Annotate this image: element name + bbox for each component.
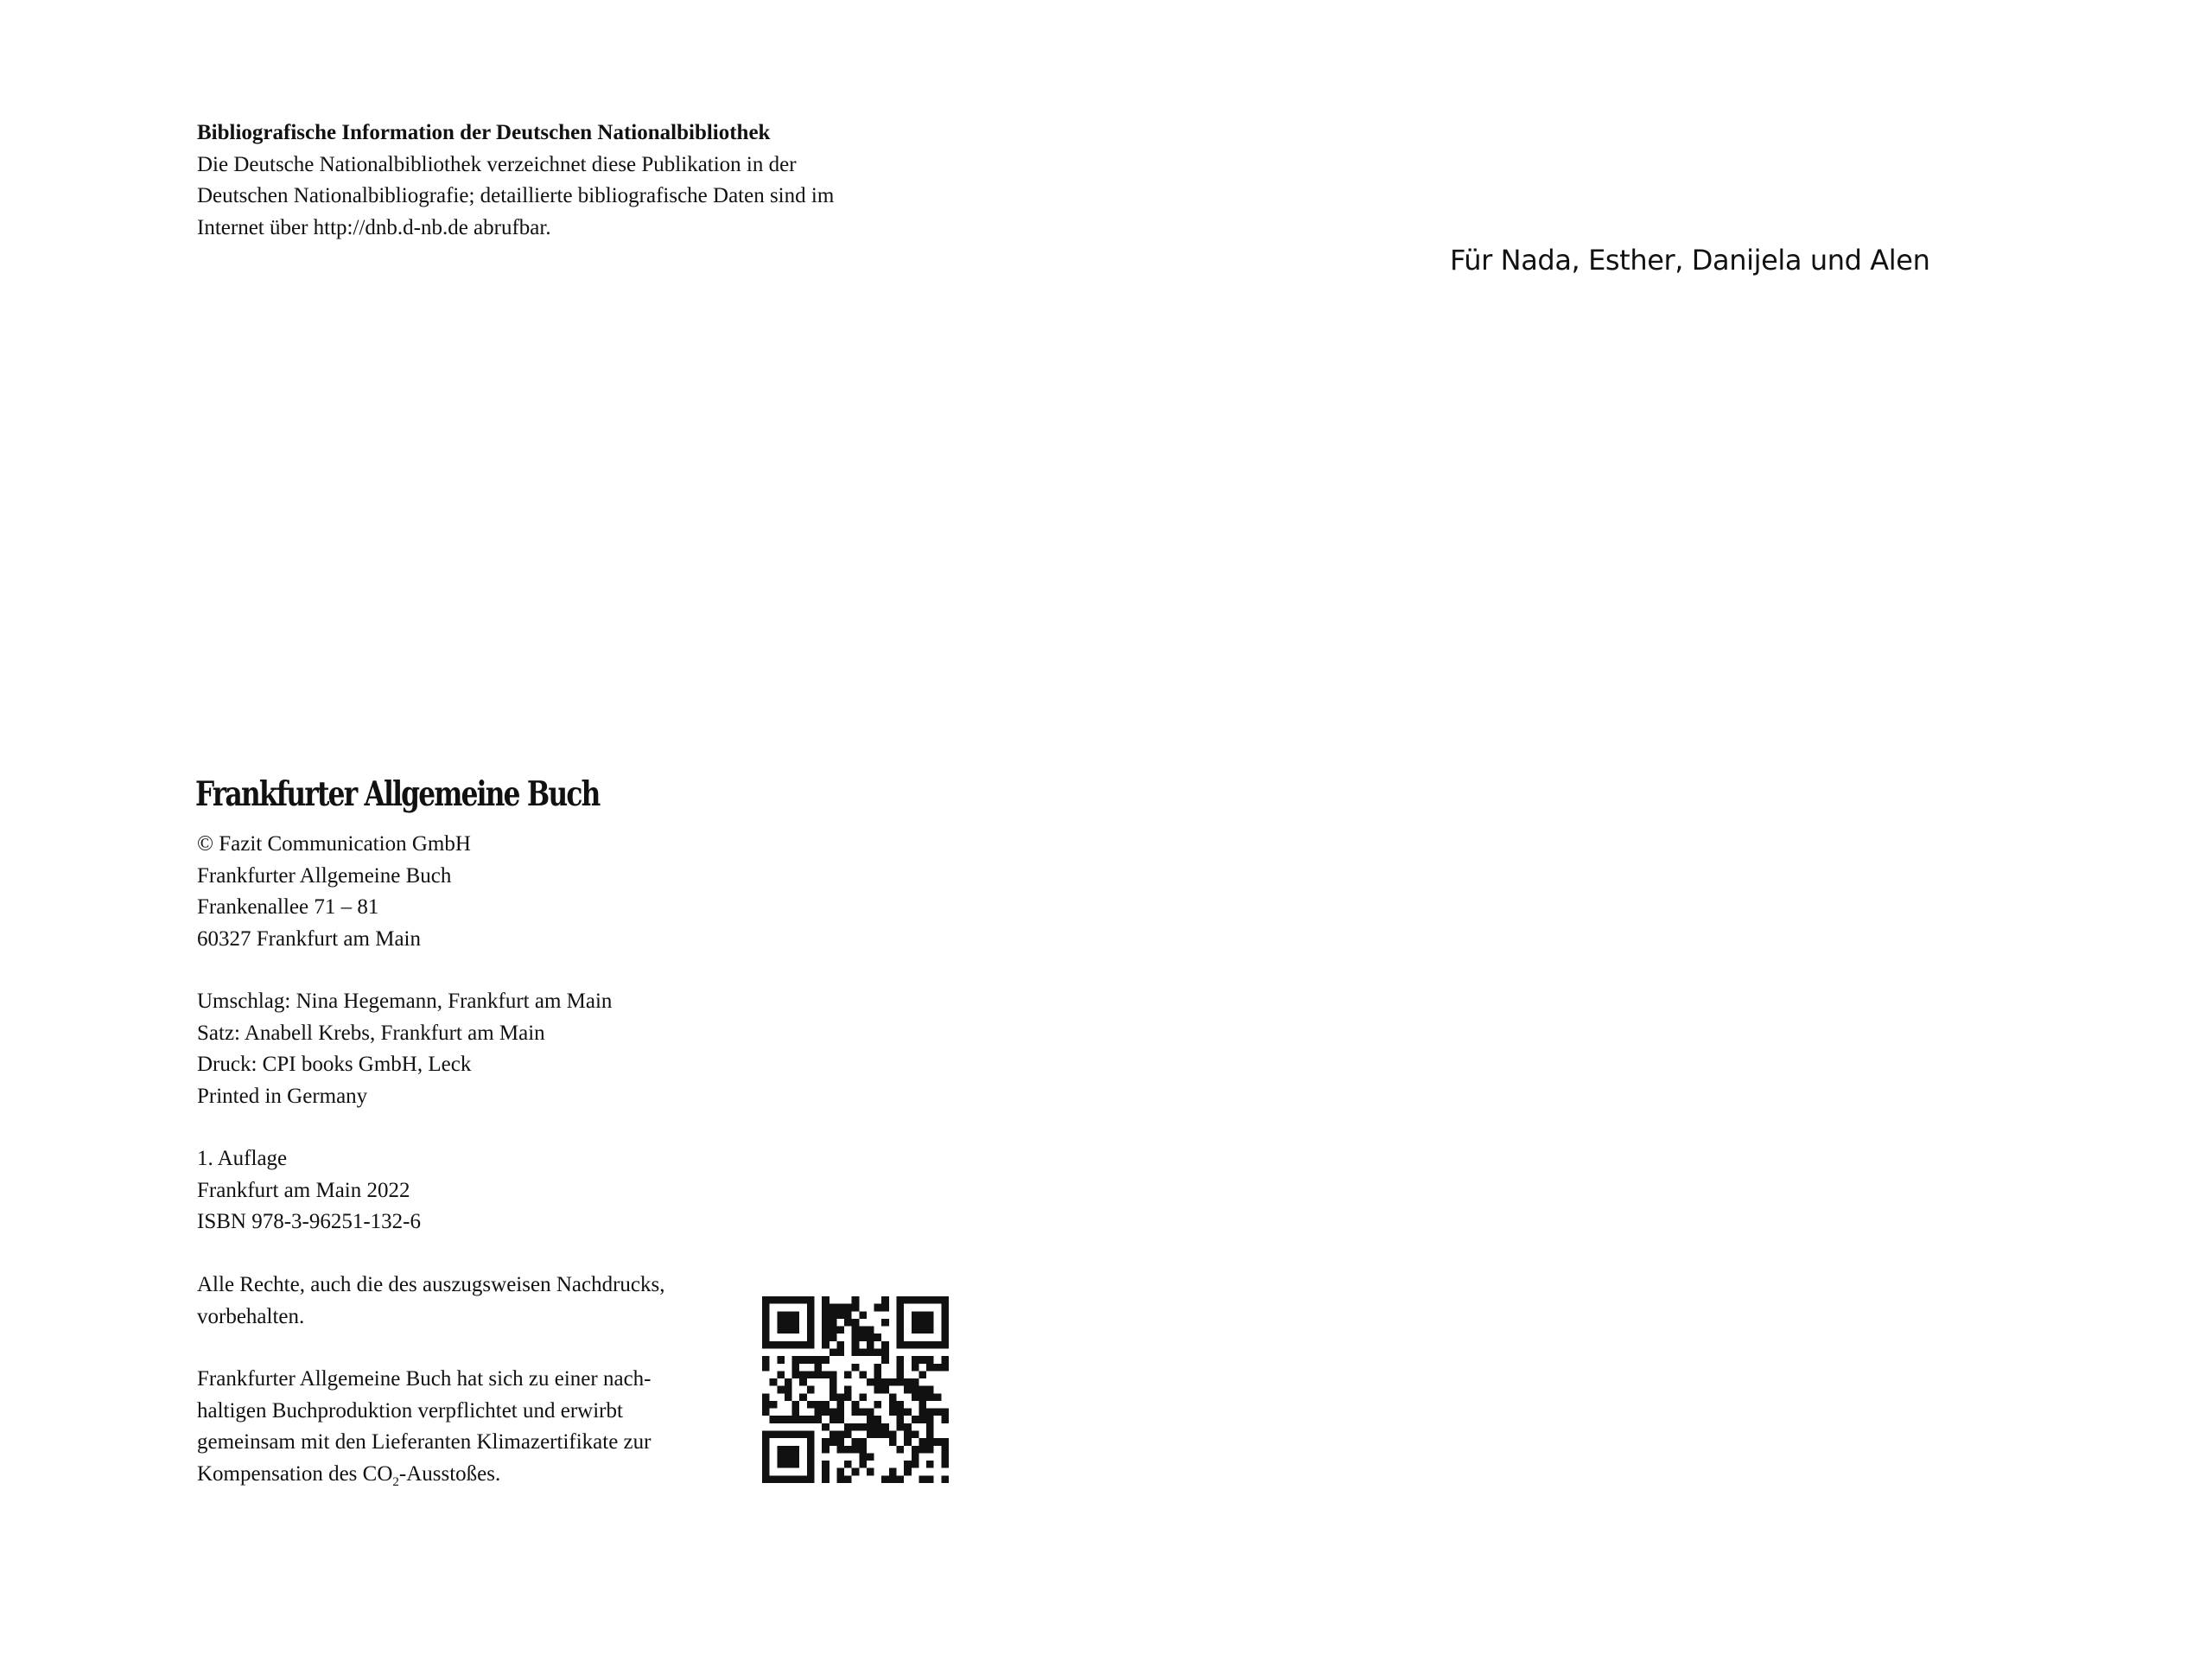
subscript-two: 2 xyxy=(392,1474,399,1489)
biblio-line: Deutschen Nationalbibliografie; detaillierte bibliografische Daten sind im xyxy=(197,184,835,208)
biblio-line: Die Deutsche Nationalbibliothek verzeichnet diese Publikation in der xyxy=(197,152,797,176)
address-line: Frankfurter Allgemeine Buch xyxy=(197,863,452,888)
credit-line: Printed in Germany xyxy=(197,1084,368,1108)
publisher-logo: Frankfurter Allgemeine Buch xyxy=(195,774,600,814)
address-line: © Fazit Communication GmbH xyxy=(197,832,471,856)
biblio-line: Internet über http://dnb.d-nb.de abrufbar. xyxy=(197,215,551,239)
biblio-heading: Bibliografische Information der Deutschen Nationalbibliothek xyxy=(197,121,771,144)
edition-line: Frankfurt am Main 2022 xyxy=(197,1178,410,1202)
address-line: Frankenallee 71 – 81 xyxy=(197,895,379,920)
sustainability-line: Frankfurter Allgemeine Buch hat sich zu einer nach- xyxy=(197,1367,652,1391)
production-credits xyxy=(197,986,612,1112)
sustainability-line: haltigen Buchproduktion verpflichtet und erwirbt xyxy=(197,1398,623,1423)
rights-line: vorbehalten. xyxy=(197,1304,305,1328)
sustainability-line: gemeinsam mit den Lieferanten Klimazertifikate zur xyxy=(197,1430,652,1454)
publisher-address xyxy=(197,829,471,955)
rights-line: Alle Rechte, auch die des auszugsweisen Nachdrucks, xyxy=(197,1273,665,1296)
address-line: 60327 Frankfurt am Main xyxy=(197,926,421,951)
rights-notice xyxy=(197,1270,664,1333)
credit-line: Satz: Anabell Krebs, Frankfurt am Main xyxy=(197,1021,545,1045)
sustainability-line xyxy=(197,1459,652,1491)
qr-code-icon xyxy=(762,1296,949,1483)
right-page xyxy=(1106,0,2212,1655)
edition-info xyxy=(197,1143,421,1238)
sustainability-notice xyxy=(197,1364,652,1490)
isbn: ISBN 978-3-96251-132-6 xyxy=(197,1210,422,1234)
bibliographic-info xyxy=(197,118,834,244)
credit-line: Druck: CPI books GmbH, Leck xyxy=(197,1053,472,1077)
credit-line: Umschlag: Nina Hegemann, Frankfurt am Main xyxy=(197,990,613,1013)
dedication: Für Nada, Esther, Danijela und Alen xyxy=(1450,244,1930,277)
sustainability-text: -Ausstoßes. xyxy=(398,1461,501,1486)
sustainability-text: Kompensation des CO xyxy=(197,1461,393,1486)
edition-line: 1. Auflage xyxy=(197,1147,288,1170)
